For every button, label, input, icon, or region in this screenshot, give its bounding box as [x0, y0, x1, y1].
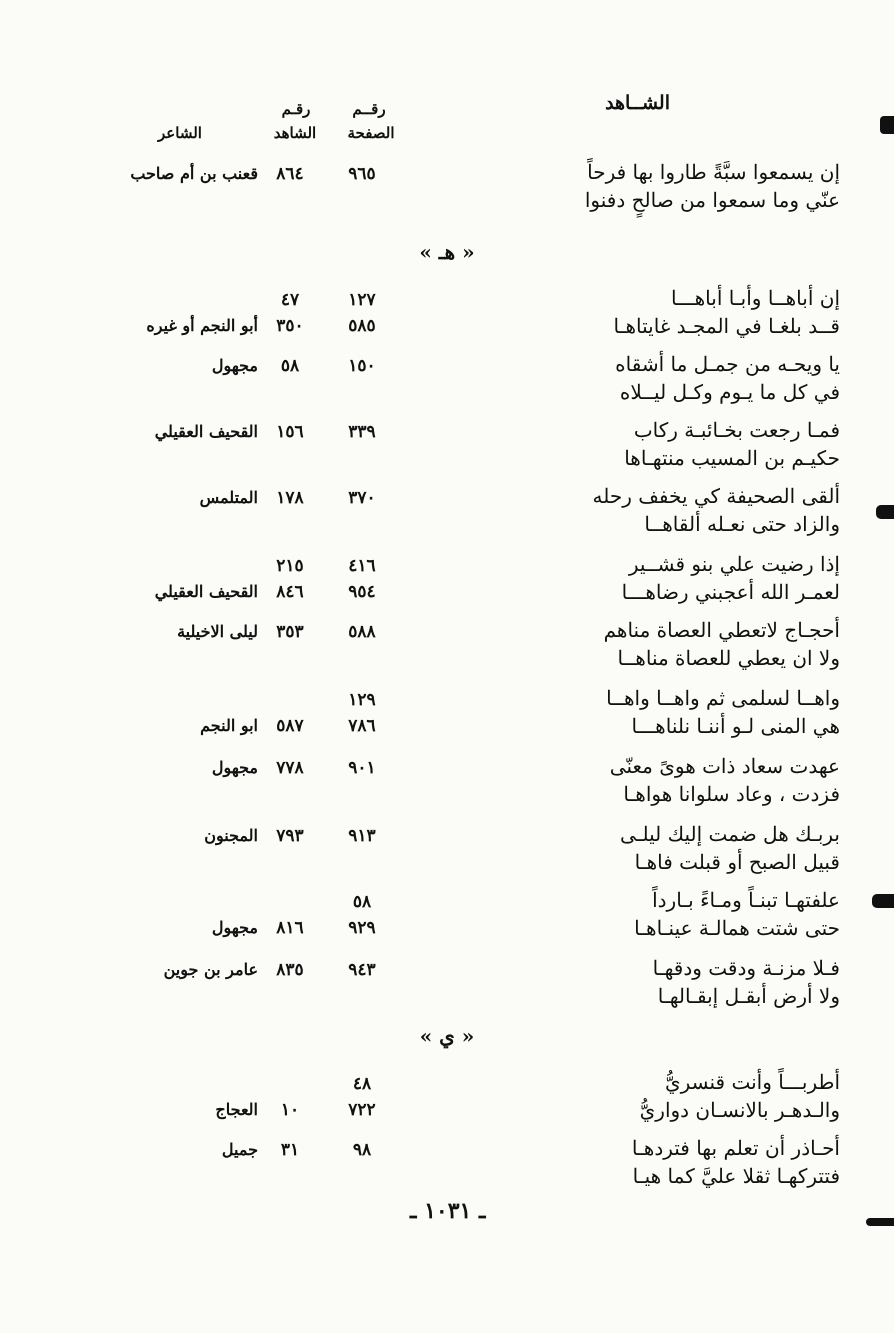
verse-line-1: أطربـــاً وأنت قنسريُّ [664, 1070, 840, 1094]
page-number-cell: ٧٢٢ [348, 1100, 376, 1120]
page-number-cell: ١٢٩ [348, 690, 376, 710]
verse-line-2: حتى شتت همالـة عينـاهـا [634, 916, 840, 940]
verse-line-1: بربـك هل ضمت إليك ليلـى [619, 822, 840, 846]
verse-line-1: فـلا مزنـة ودقت ودقهـا [652, 956, 840, 980]
page-number-cell: ٧٨٦ [348, 716, 376, 736]
witness-number-cell: ٨٦٤ [276, 164, 304, 184]
witness-number-cell: ٣١ [280, 1140, 300, 1160]
poet-name: ابو النجم [200, 716, 258, 735]
page-number-cell: ٣٣٩ [348, 422, 376, 442]
page-number-cell: ٥٨٥ [348, 316, 376, 336]
page-number-cell: ٥٨ [352, 892, 372, 912]
poet-name: مجهول [211, 356, 258, 375]
verse-line-2: والزاد حتى نعـله ألقاهــا [644, 512, 840, 536]
verse-line-1: فمـا رجعت بخـائبـة ركاب [633, 418, 840, 442]
verse-line-1: أحجـاج لاتعطي العصاة مناهم [603, 618, 840, 642]
header-verse: الشــاهد [605, 92, 670, 114]
scan-mark [880, 116, 894, 134]
page-number-cell: ٩٦٥ [348, 164, 376, 184]
page-number-cell: ٤٨ [352, 1074, 372, 1094]
page-number-cell: ١٢٧ [348, 290, 376, 310]
witness-number-cell: ٢١٥ [276, 556, 304, 576]
page-number-cell: ٩٤٣ [348, 960, 376, 980]
page-number-cell: ٩٢٩ [348, 918, 376, 938]
witness-number-cell: ٣٥٣ [276, 622, 304, 642]
witness-number-cell: ٧٩٣ [276, 826, 304, 846]
witness-number-cell: ٨٣٥ [276, 960, 304, 980]
section-heading: « ي » [419, 1024, 475, 1048]
verse-line-1: واهــا لسلمى ثم واهــا واهــا [606, 686, 840, 710]
scan-mark [876, 505, 894, 519]
poet-name: ليلى الاخيلية [177, 622, 258, 641]
witness-number-cell: ١٧٨ [276, 488, 304, 508]
page-number-cell: ٩٥٤ [348, 582, 376, 602]
page-number-cell: ١٥٠ [348, 356, 376, 376]
verse-line-2: في كل ما يـوم وكـل ليــلاه [619, 380, 840, 404]
verse-line-1: عهدت سعاد ذات هوىً معنّى [609, 754, 840, 778]
witness-number-cell: ١٥٦ [276, 422, 304, 442]
poet-name: القحيف العقيلي [154, 422, 258, 441]
verse-line-2: حكيـم بن المسيب منتهـاها [624, 446, 840, 470]
verse-line-1: إن يسمعوا سبَّةً طاروا بها فرحاً [587, 160, 840, 184]
witness-number-cell: ٥٨ [280, 356, 300, 376]
poet-name: مجهول [211, 758, 258, 777]
verse-line-2: ولا ان يعطي للعصاة مناهــا [617, 646, 840, 670]
header-num-line2: الشاهد [273, 124, 317, 142]
header-page-line1: رقــم [352, 100, 386, 118]
header-num-line1: رقـم [281, 100, 311, 118]
page-number-cell: ٣٧٠ [348, 488, 376, 508]
scan-mark [866, 1218, 894, 1226]
witness-number-cell: ١٠ [280, 1100, 300, 1120]
verse-line-2: قبيل الصبح أو قبلت فاهـا [634, 850, 840, 874]
poet-name: المتلمس [199, 488, 258, 507]
header-poet: الشاعر [158, 124, 202, 142]
witness-number-cell: ٨٤٦ [276, 582, 304, 602]
verse-line-2: والـدهـر بالانسـان دواريُّ [639, 1098, 840, 1122]
page-number-cell: ٩٨ [352, 1140, 372, 1160]
scan-mark [872, 894, 894, 908]
page-number-cell: ٩٠١ [348, 758, 376, 778]
witness-number-cell: ٨١٦ [276, 918, 304, 938]
verse-line-2: ولا أرض أبقـل إبقـالهـا [657, 984, 840, 1008]
page-number: ـ ١٠٣١ ـ [410, 1198, 486, 1224]
poet-name: عامر بن جوين [163, 960, 258, 979]
poet-name: مجهول [211, 918, 258, 937]
poet-name: أبو النجم أو غيره [146, 316, 258, 335]
verse-line-2: لعمـر الله أعجبني رضاهـــا [621, 580, 840, 604]
page-number-cell: ٩١٣ [348, 826, 376, 846]
section-heading: « هـ » [419, 240, 475, 264]
verse-line-1: ألقى الصحيفة كي يخفف رحله [592, 484, 840, 508]
poet-name: قعنب بن أم صاحب [130, 164, 258, 183]
verse-line-1: علفتهـا تبنـاً ومـاءً بـارداً [652, 888, 840, 912]
verse-line-2: عنّي وما سمعوا من صالحٍ دفنوا [584, 188, 840, 212]
poet-name: القحيف العقيلي [154, 582, 258, 601]
verse-line-2: هي المنى لـو أننـا نلناهـــا [631, 714, 840, 738]
verse-line-2: قــد بلغـا في المجـد غايتاهـا [613, 314, 840, 338]
verse-line-2: فتتركهـا ثقلا عليَّ كما هيـا [632, 1164, 840, 1188]
page-number-cell: ٤١٦ [348, 556, 376, 576]
verse-line-2: فزدت ، وعاد سلوانا هواهـا [623, 782, 840, 806]
verse-line-1: يا ويحـه من جمـل ما أشقاه [615, 352, 840, 376]
witness-number-cell: ٧٧٨ [276, 758, 304, 778]
witness-number-cell: ٥٨٧ [276, 716, 304, 736]
page-number-cell: ٥٨٨ [348, 622, 376, 642]
poet-name: جميل [221, 1140, 258, 1159]
witness-number-cell: ٣٥٠ [276, 316, 304, 336]
verse-line-1: إن أباهــا وأبـا أباهـــا [670, 286, 840, 310]
witness-number-cell: ٤٧ [280, 290, 300, 310]
verse-line-1: إذا رضيت علي بنو قشــير [628, 552, 840, 576]
poet-name: المجنون [204, 826, 258, 845]
poet-name: العجاج [215, 1100, 258, 1119]
header-page-line2: الصفحة [347, 124, 395, 142]
verse-line-1: أحـاذر أن تعلم بها فتردهـا [631, 1136, 840, 1160]
